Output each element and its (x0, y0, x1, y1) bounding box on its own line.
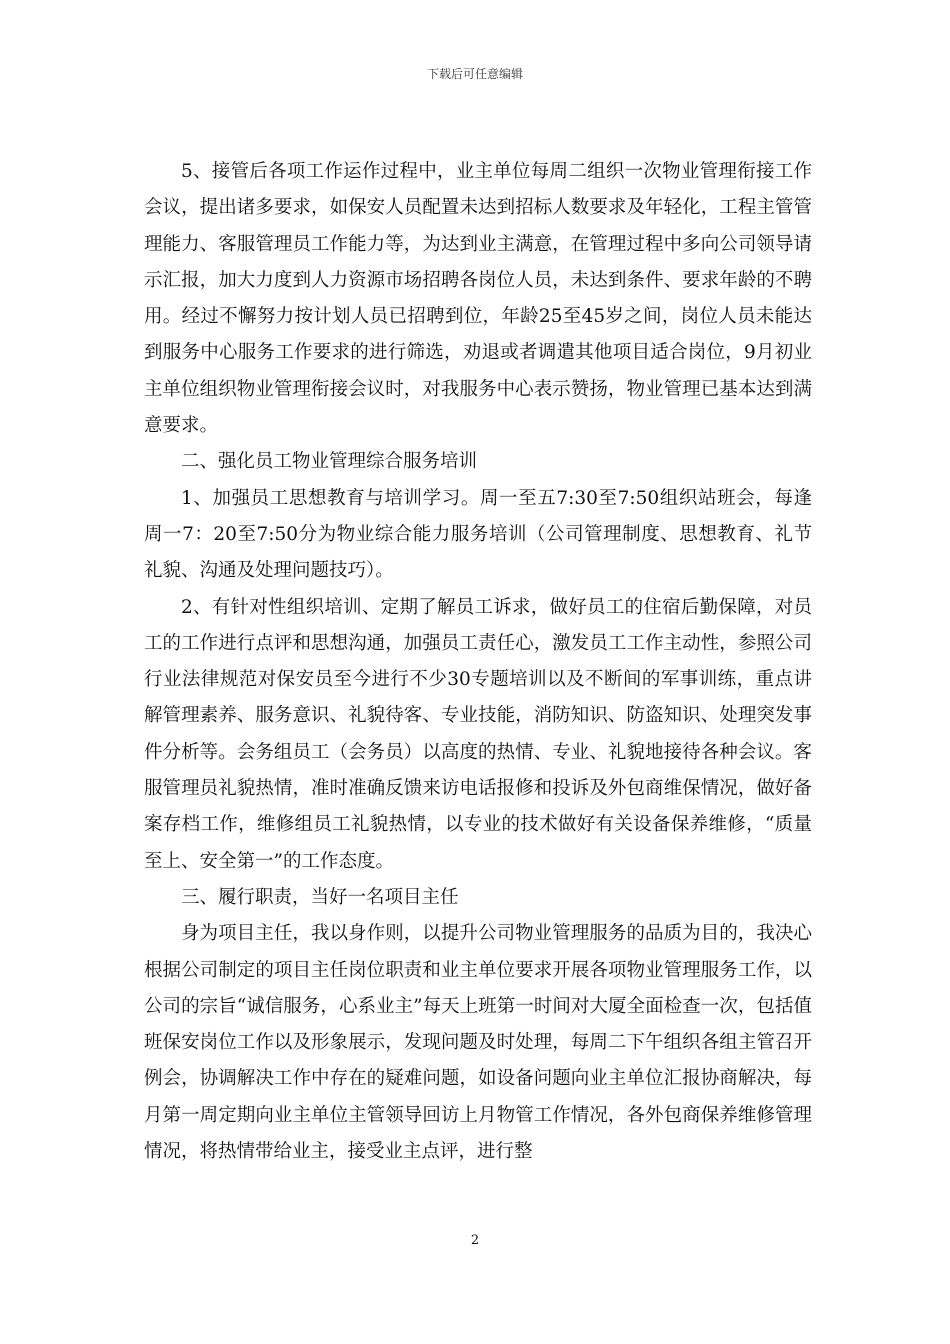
section-heading-duties: 三、履行职责，当好一名项目主任 (181, 886, 459, 908)
document-body (144, 154, 812, 1170)
page-number: 2 (470, 1233, 480, 1248)
paragraph-training-1: 1、加强员工思想教育与培训学习。周一至五7:30至7:50组织站班会，每逢周一7：20至7:50分为物业综合能力服务培训（公司管理制度、思想教育、礼节礼貌、沟通及处理问题技巧）。 (144, 487, 812, 582)
paragraph-training-2: 2、有针对性组织培训、定期了解员工诉求，做好员工的住宿后勤保障，对员工的工作进行点评和思想沟通，加强员工责任心，激发员工工作主动性，参照公司行业法律规范对保安员至今进行不少30专题培训以及不断间的军事训练，重点讲解管理素养、服务意识、礼貌待客、专业技能，消防知识、防盗知识、处理突发事件分析等。会务组员工（会务员）以高度的热情、专业、礼貌地接待各种会议。客服管理员礼貌热情，准时准确反馈来访电话报修和投诉及外包商维保情况，做好备案存档工作，维修组员工礼貌热情，以专业的技术做好有关设备保养维修，“质量至上、安全第一”的工作态度。 (144, 596, 812, 872)
paragraph-duties: 身为项目主任，我以身作则，以提升公司物业管理服务的品质为目的，我决心根据公司制定的项目主任岗位职责和业主单位要求开展各项物业管理服务工作，以公司的宗旨“诚信服务，心系业主”每天上班第一时间对大厦全面检查一次，包括值班保安岗位工作以及形象展示，发现问题及时处理，每周二下午组织各组主管召开例会，协调解决工作中存在的疑难问题，如设备问题向业主单位汇报协商解决，每月第一周定期向业主单位主管领导回访上月物管工作情况，各外包商保养维修管理情况，将热情带给业主，接受业主点评，进行整 (144, 923, 812, 1163)
page-header: 下载后可任意编辑 (426, 67, 523, 81)
section-heading-training: 二、强化员工物业管理综合服务培训 (181, 451, 478, 473)
paragraph-item-5: 5、接管后各项工作运作过程中，业主单位每周二组织一次物业管理衔接工作会议，提出诸多要求，如保安人员配置未达到招标人数要求及年轻化，工程主管管理能力、客服管理员工作能力等，为达到业主满意，在管理过程中多向公司领导请示汇报，加大力度到人力资源市场招聘各岗位人员，未达到条件、要求年龄的不聘用。经过不懈努力按计划人员已招聘到位，年龄25至45岁之间，岗位人员未能达到服务中心服务工作要求的进行筛选，劝退或者调遣其他项目适合岗位，9月初业主单位组织物业管理衔接会议时，对我服务中心表示赞扬，物业管理已基本达到满意要求。 (144, 161, 812, 437)
